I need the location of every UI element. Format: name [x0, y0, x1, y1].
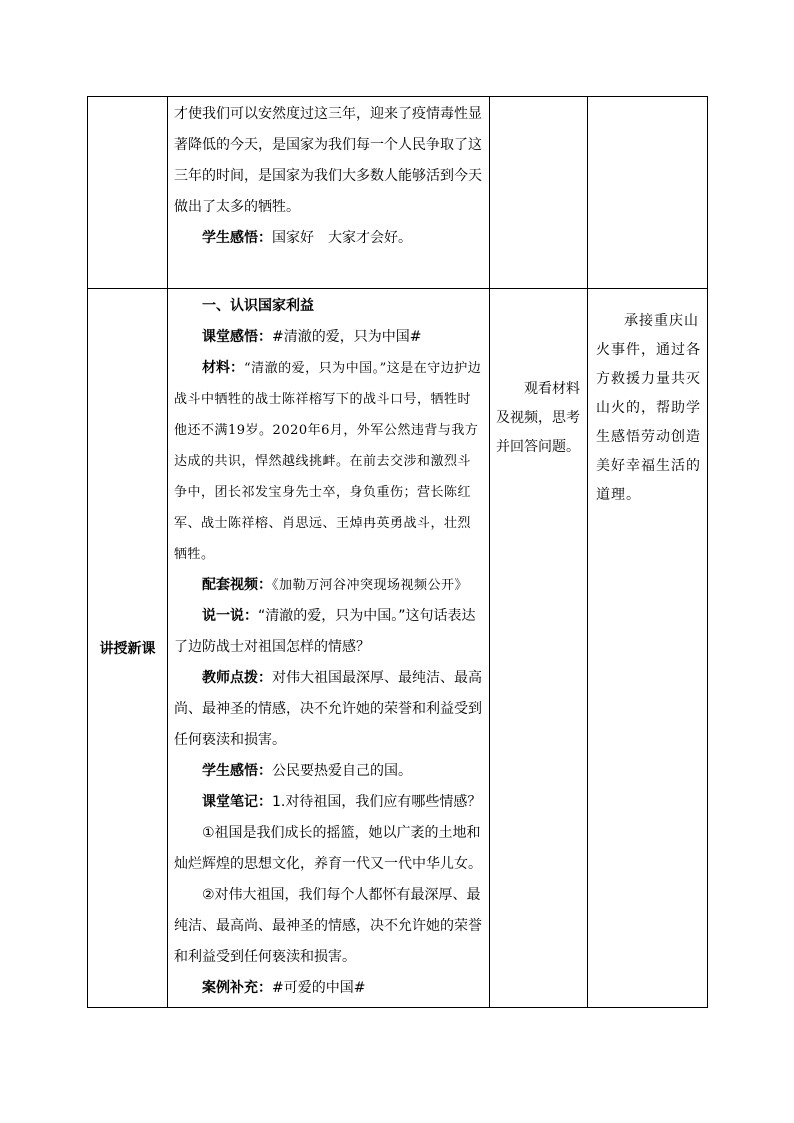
text: 《加勒万河谷冲突现场视频公开》 — [272, 578, 469, 593]
table-row — [88, 97, 708, 289]
say-prompt — [174, 601, 483, 663]
text: 1.对待祖国，我们应有哪些情感？ — [272, 794, 482, 810]
content-cell — [168, 97, 490, 289]
class-notes — [174, 787, 483, 818]
activity-cell — [490, 289, 588, 1008]
case-supplement — [174, 973, 483, 1004]
video — [174, 570, 483, 601]
text: 对伟大祖国最深厚、最纯洁、最高尚、最神圣的情感，决不允许她的荣誉和利益受到任何亵渎和损害。 — [174, 670, 482, 748]
text: “清澈的爱，只为中国。”这是在守边护边战斗中牺牲的战士陈祥榕写下的战斗口号，牺牲时他还不满19岁。2020年6月，外军公然违背与我方达成的共识，悍然越线挑衅。在前去交涉和激烈斗争中，团长祁发宝身先士卒，身负重伤；营长陈红军、战士陈祥榕、肖思远、王焯冉英勇战斗，壮烈牺牲。 — [174, 361, 482, 562]
content-cell — [168, 289, 490, 1008]
section-cell-empty — [88, 97, 168, 289]
intent-cell-empty — [588, 97, 708, 289]
student-reflection — [174, 756, 483, 787]
paragraph: 才使我们可以安然度过这三年，迎来了疫情毒性显著降低的今天，是国家为我们每一个人民争取了这三年的时间，是国家为我们大多数人能够活到今天做出了太多的牺牲。 — [174, 106, 482, 215]
label: 材料： — [202, 360, 244, 376]
student-reflection — [174, 223, 483, 254]
design-intent: 承接重庆山火事件，通过各方救援力量共灭山火的，帮助学生感悟劳动创造美好幸福生活的道理。 — [596, 313, 701, 503]
text: #可爱的中国# — [272, 980, 366, 996]
label: 配套视频： — [202, 577, 272, 593]
teacher-tip — [174, 663, 483, 756]
student-activity: 观看材料及视频，思考并回答问题。 — [496, 381, 580, 455]
lesson-plan-table — [87, 96, 708, 1008]
text: 公民要热爱自己的国。 — [272, 763, 412, 779]
label: 案例补充： — [202, 980, 272, 996]
text: 国家好 大家才会好。 — [272, 230, 412, 246]
label: 教师点拨： — [202, 670, 272, 686]
label: 说一说： — [202, 608, 258, 624]
intent-cell — [588, 289, 708, 1008]
table-row — [88, 289, 708, 1008]
activity-cell-empty — [490, 97, 588, 289]
label: 课堂笔记： — [202, 794, 272, 810]
text: “清澈的爱，只为中国。”这句话表达了边防战士对祖国怎样的情感？ — [174, 608, 476, 655]
material — [174, 353, 483, 570]
section-title: 一、认识国家利益 — [202, 298, 314, 314]
classroom-reflection — [174, 322, 483, 353]
note-item: ①祖国是我们成长的摇篮，她以广袤的土地和灿烂辉煌的思想文化，养育一代又一代中华儿女。 — [174, 825, 482, 872]
label: 学生感悟： — [202, 763, 272, 779]
label: 课堂感悟： — [202, 329, 272, 345]
text: #清澈的爱，只为中国# — [272, 329, 422, 345]
section-label: 讲授新课 — [88, 289, 168, 1008]
note-item: ②对伟大祖国，我们每个人都怀有最深厚、最纯洁、最高尚、最神圣的情感，决不允许她的荣誉和利益受到任何亵渎和损害。 — [174, 887, 482, 965]
label: 学生感悟： — [202, 230, 272, 246]
